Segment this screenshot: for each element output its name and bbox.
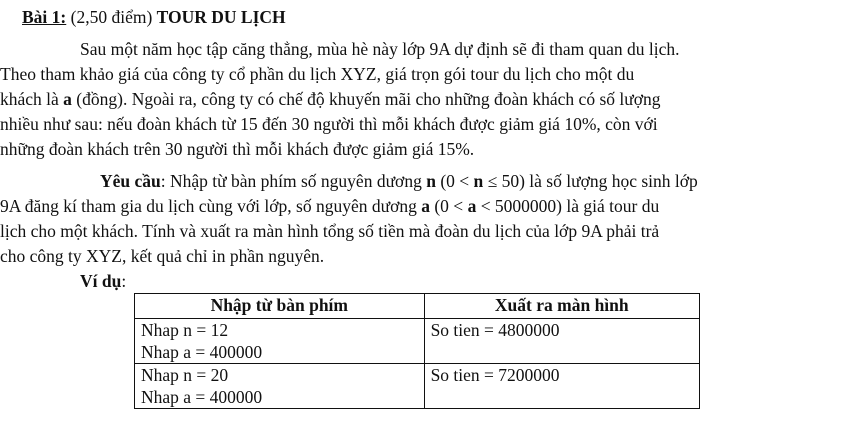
table-header-row — [135, 294, 700, 319]
input-line: Nhap a = 400000 — [141, 342, 263, 362]
requirement-text: 9A đăng kí tham gia du lịch cùng với lớp, số nguyên dương — [0, 196, 422, 216]
example-label-text: Ví dụ — [80, 271, 122, 291]
cell-output: So tien = 7200000 — [424, 364, 699, 409]
requirement-line-4: cho công ty XYZ, kết quả chỉ in phần nguyên. — [0, 246, 325, 266]
intro-line-3-end: (đồng). Ngoài ra, công ty có chế độ khuyến mãi cho những đoàn khách có số lượng — [71, 89, 661, 109]
input-line: Nhap n = 20 — [141, 365, 229, 385]
exercise-header — [22, 6, 286, 28]
cell-input — [135, 364, 425, 409]
table-row — [135, 319, 700, 364]
table-row — [135, 364, 700, 409]
requirement-line-3: lịch cho một khách. Tính và xuất ra màn hình tổng số tiền mà đoàn du lịch của lớp 9A phải trả — [0, 221, 660, 241]
intro-line-5: những đoàn khách trên 30 người thì mỗi khách được giảm giá 15%. — [0, 139, 475, 159]
requirement-text: (0 < — [429, 196, 468, 216]
requirement-text: < 5000000) là giá tour du — [476, 196, 660, 216]
var-a: a — [421, 196, 430, 216]
exercise-label: Bài 1: — [22, 7, 67, 27]
intro-line-3 — [0, 88, 661, 110]
requirement-text: : Nhập từ bàn phím số nguyên dương — [160, 171, 427, 191]
example-table — [134, 293, 700, 409]
intro-line-4: nhiều như sau: nếu đoàn khách từ 15 đến 30 người thì mỗi khách được giảm giá 10%, còn với — [0, 114, 658, 134]
intro-line-3-start: khách là — [0, 89, 64, 109]
requirement-label: Yêu cầu — [100, 171, 161, 191]
example-label — [80, 270, 126, 292]
var-a: a — [63, 89, 72, 109]
header-input: Nhập từ bàn phím — [135, 294, 425, 319]
header-output: Xuất ra màn hình — [424, 294, 699, 319]
var-a: a — [467, 196, 477, 216]
intro-line-2: Theo tham khảo giá của công ty cổ phần du lịch XYZ, giá trọn gói tour du lịch cho một du — [0, 64, 635, 84]
var-n: n — [473, 171, 484, 191]
input-line: Nhap a = 400000 — [141, 387, 263, 407]
example-colon: : — [121, 271, 127, 291]
requirement-line-1 — [100, 170, 698, 192]
requirement-line-2 — [0, 195, 659, 217]
exercise-title: TOUR DU LỊCH — [156, 7, 286, 27]
requirement-text: (0 < — [435, 171, 474, 191]
cell-input — [135, 319, 425, 364]
intro-line-1: Sau một năm học tập căng thẳng, mùa hè này lớp 9A dự định sẽ đi tham quan du lịch. — [80, 39, 680, 59]
cell-output: So tien = 4800000 — [424, 319, 699, 364]
input-line: Nhap n = 12 — [141, 320, 229, 340]
exercise-points: (2,50 điểm) — [66, 7, 157, 27]
requirement-text: ≤ 50) là số lượng học sinh lớp — [483, 171, 698, 191]
var-n: n — [426, 171, 436, 191]
